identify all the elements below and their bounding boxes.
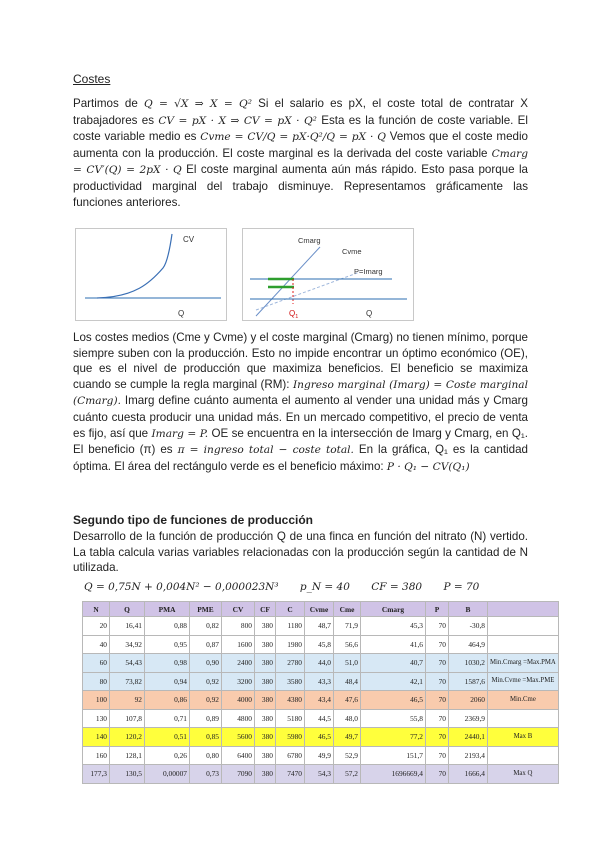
table-note-cell: Min.Cvme =Max.PME — [488, 672, 559, 691]
table-cell: 47,6 — [334, 691, 361, 710]
table-row — [83, 746, 559, 765]
table-cell: 70 — [426, 635, 449, 654]
table-cell: 3580 — [276, 672, 305, 691]
table-cell: 0,95 — [145, 635, 190, 654]
table-cell: 0,94 — [145, 672, 190, 691]
table-cell: 0,87 — [190, 635, 222, 654]
table-cell: 5980 — [276, 728, 305, 747]
table-cell: 380 — [255, 728, 276, 747]
table-cell: 380 — [255, 635, 276, 654]
table-cell: 42,1 — [361, 672, 426, 691]
table-cell: 40 — [83, 635, 110, 654]
table-cell: 177,3 — [83, 765, 110, 784]
table-cell: 70 — [426, 728, 449, 747]
table-cell: 70 — [426, 617, 449, 636]
table-cell: 51,0 — [334, 654, 361, 673]
output-price: P = 70 — [443, 581, 480, 593]
cvme-label: Cvme — [342, 247, 362, 256]
table-cell: 2193,4 — [449, 746, 488, 765]
table-cell: -30,8 — [449, 617, 488, 636]
table-cell: 70 — [426, 765, 449, 784]
table-cell: 0,73 — [190, 765, 222, 784]
table-cell: 380 — [255, 765, 276, 784]
table-cell: 70 — [426, 746, 449, 765]
table-cell: 43,4 — [305, 691, 334, 710]
table-cell: 70 — [426, 691, 449, 710]
table-header-cell: Q — [110, 602, 145, 617]
table-cell: 0,88 — [145, 617, 190, 636]
table-cell: 41,6 — [361, 635, 426, 654]
production-function: Q = 0,75N + 0,004N² − 0,000023N³ — [84, 581, 279, 593]
table-cell: 380 — [255, 672, 276, 691]
table-cell: 380 — [255, 654, 276, 673]
table-cell: 60 — [83, 654, 110, 673]
table-cell: 34,92 — [110, 635, 145, 654]
table-row — [83, 691, 559, 710]
paragraph-costes-intro: Partimos de Q = √X ⇒ X = Q² Si el salario es pX, el coste total de contratar X trabajadores es CV = pX · X ⇒ CV = pX · Q² Esta es la función de coste variable. El coste variable medio es Cvme = CV/Q = pX·Q²/Q = pX · Q Vemos que el coste medio aumenta con la producción. El coste marginal es la derivada del coste variable Cmarg = CV′(Q) = 2pX · Q El coste marginal aumenta aún más rápido. Esto pasa porque la productividad marginal del trabajo disminuye. Representamos gráficamente las funciones anteriores. — [73, 97, 528, 209]
table-header-cell — [488, 602, 559, 617]
table-cell: 0,85 — [190, 728, 222, 747]
nitrate-price: p_N = 40 — [299, 581, 350, 593]
table-cell: 0,92 — [190, 691, 222, 710]
table-header-cell: N — [83, 602, 110, 617]
table-cell: 140 — [83, 728, 110, 747]
table-cell: 16,41 — [110, 617, 145, 636]
table-cell: 0,26 — [145, 746, 190, 765]
section-heading-produccion: Segundo tipo de funciones de producción — [73, 513, 313, 527]
table-cell: 1666,4 — [449, 765, 488, 784]
table-cell: 6400 — [222, 746, 255, 765]
table-cell: 1587,6 — [449, 672, 488, 691]
table-cell: 71,9 — [334, 617, 361, 636]
table-cell: 44,0 — [305, 654, 334, 673]
table-row — [83, 709, 559, 728]
paragraph-optimo-economico: Los costes medios (Cme y Cvme) y el coste marginal (Cmarg) no tienen mínimo, porque siempre suben con la producción. Esto no impide encontrar un óptimo económico (OE), que es el nivel de producción que maximiza beneficios. El beneficio se maximiza cuando se cumple la regla marginal (RM): Ingreso marginal (Imarg) = Coste marginal (Cmarg). Imarg define cuánto aumenta el aumento al vender una unidad más y Cmarg cuánto cuesta producir una unidad más. En un mercado competitivo, el precio de venta es fijo, así que Imarg = P. OE se encuentra en la intersección de Imarg y Cmarg, en Q₁. El beneficio (π) es π = ingreso total − coste total. En la gráfica, Q₁ es la cantidad óptima. El área del rectángulo verde es el beneficio máximo: P · Q₁ − CV(Q₁) — [73, 331, 528, 473]
table-cell: 70 — [426, 654, 449, 673]
cvme-line — [256, 272, 360, 310]
table-cell: 160 — [83, 746, 110, 765]
table-cell: 70 — [426, 672, 449, 691]
table-cell: 151,7 — [361, 746, 426, 765]
table-cell: 40,7 — [361, 654, 426, 673]
table-row — [83, 728, 559, 747]
table-row — [83, 765, 559, 784]
table-cell: 0,00007 — [145, 765, 190, 784]
table-cell: 46,5 — [361, 691, 426, 710]
table-cell: 48,4 — [334, 672, 361, 691]
table-cell: 0,89 — [190, 709, 222, 728]
table-cell: 57,2 — [334, 765, 361, 784]
section-heading-costes: Costes — [73, 72, 111, 86]
table-row — [83, 635, 559, 654]
table-row — [83, 617, 559, 636]
cv-label: CV — [183, 235, 195, 244]
table-cell: 4800 — [222, 709, 255, 728]
table-cell: 1980 — [276, 635, 305, 654]
cost-optimum-graph — [242, 228, 414, 321]
table-cell: 5600 — [222, 728, 255, 747]
table-cell: 54,43 — [110, 654, 145, 673]
table-cell: 4380 — [276, 691, 305, 710]
cmarg-label: Cmarg — [298, 236, 321, 245]
table-note-cell: Min.Cme — [488, 691, 559, 710]
table-cell: 380 — [255, 617, 276, 636]
table-cell: 7090 — [222, 765, 255, 784]
table-header-cell: PME — [190, 602, 222, 617]
table-cell: 800 — [222, 617, 255, 636]
table-cell: 52,9 — [334, 746, 361, 765]
table-cell: 130,5 — [110, 765, 145, 784]
table-cell: 0,86 — [145, 691, 190, 710]
table-cell: 464,9 — [449, 635, 488, 654]
fixed-cost: CF = 380 — [371, 581, 423, 593]
table-header-cell: CV — [222, 602, 255, 617]
table-note-cell: Max B — [488, 728, 559, 747]
table-header-cell: P — [426, 602, 449, 617]
table-cell: 55,8 — [361, 709, 426, 728]
table-cell: 0,98 — [145, 654, 190, 673]
table-cell: 45,8 — [305, 635, 334, 654]
table-cell: 73,82 — [110, 672, 145, 691]
cv-graph — [75, 228, 227, 321]
table-cell: 6780 — [276, 746, 305, 765]
table-cell: 100 — [83, 691, 110, 710]
table-note-cell: Max Q — [488, 765, 559, 784]
table-cell: 0,82 — [190, 617, 222, 636]
table-cell: 2369,9 — [449, 709, 488, 728]
table-cell: 0,51 — [145, 728, 190, 747]
q-axis-label: Q — [178, 309, 185, 318]
table-cell: 1696669,4 — [361, 765, 426, 784]
table-row — [83, 672, 559, 691]
table-cell: 7470 — [276, 765, 305, 784]
table-cell: 4000 — [222, 691, 255, 710]
table-header-row — [83, 602, 559, 617]
table-cell: 2060 — [449, 691, 488, 710]
table-cell: 43,3 — [305, 672, 334, 691]
table-cell: 128,1 — [110, 746, 145, 765]
table-cell: 0,80 — [190, 746, 222, 765]
q1-label: $Q_1$ — [289, 309, 299, 320]
table-header-cell: Cmarg — [361, 602, 426, 617]
table-cell: 120,2 — [110, 728, 145, 747]
table-cell: 44,5 — [305, 709, 334, 728]
table-cell: 2780 — [276, 654, 305, 673]
table-note-cell — [488, 617, 559, 636]
production-equation — [84, 581, 524, 593]
table-cell: 46,5 — [305, 728, 334, 747]
table-cell: 1030,2 — [449, 654, 488, 673]
table-header-cell: Cme — [334, 602, 361, 617]
table-cell: 92 — [110, 691, 145, 710]
table-cell: 3200 — [222, 672, 255, 691]
table-cell: 70 — [426, 709, 449, 728]
table-cell: 77,2 — [361, 728, 426, 747]
table-cell: 20 — [83, 617, 110, 636]
table-cell: 107,8 — [110, 709, 145, 728]
table-cell: 2400 — [222, 654, 255, 673]
table-note-cell — [488, 746, 559, 765]
table-cell: 49,7 — [334, 728, 361, 747]
table-cell: 130 — [83, 709, 110, 728]
table-note-cell: Min.Cmarg =Max.PMA — [488, 654, 559, 673]
table-row — [83, 654, 559, 673]
table-note-cell — [488, 635, 559, 654]
table-cell: 1180 — [276, 617, 305, 636]
table-cell: 0,71 — [145, 709, 190, 728]
table-cell: 380 — [255, 709, 276, 728]
table-cell: 48,7 — [305, 617, 334, 636]
table-header-cell: CF — [255, 602, 276, 617]
table-cell: 0,92 — [190, 672, 222, 691]
paragraph-produccion: Desarrollo de la función de producción Q de una finca en función del nitrato (N) vertido. La tabla calcula varias variables relacionadas con la producción según la cantidad de N utilizada. — [73, 530, 528, 575]
table-cell: 56,6 — [334, 635, 361, 654]
table-cell: 54,3 — [305, 765, 334, 784]
table-header-cell: PMA — [145, 602, 190, 617]
table-cell: 49,9 — [305, 746, 334, 765]
table-header-cell: B — [449, 602, 488, 617]
table-cell: 380 — [255, 691, 276, 710]
table-cell: 380 — [255, 746, 276, 765]
table-cell: 2440,1 — [449, 728, 488, 747]
table-cell: 45,3 — [361, 617, 426, 636]
table-cell: 48,0 — [334, 709, 361, 728]
table-cell: 80 — [83, 672, 110, 691]
q-axis-label: Q — [366, 309, 373, 318]
table-cell: 1600 — [222, 635, 255, 654]
table-header-cell: Cvme — [305, 602, 334, 617]
table-cell: 5180 — [276, 709, 305, 728]
price-label: P=Imarg — [354, 267, 383, 276]
cv-curve — [97, 234, 172, 298]
cmarg-line — [256, 247, 320, 316]
table-cell: 0,90 — [190, 654, 222, 673]
table-note-cell — [488, 709, 559, 728]
table-header-cell: C — [276, 602, 305, 617]
production-table — [82, 601, 559, 784]
